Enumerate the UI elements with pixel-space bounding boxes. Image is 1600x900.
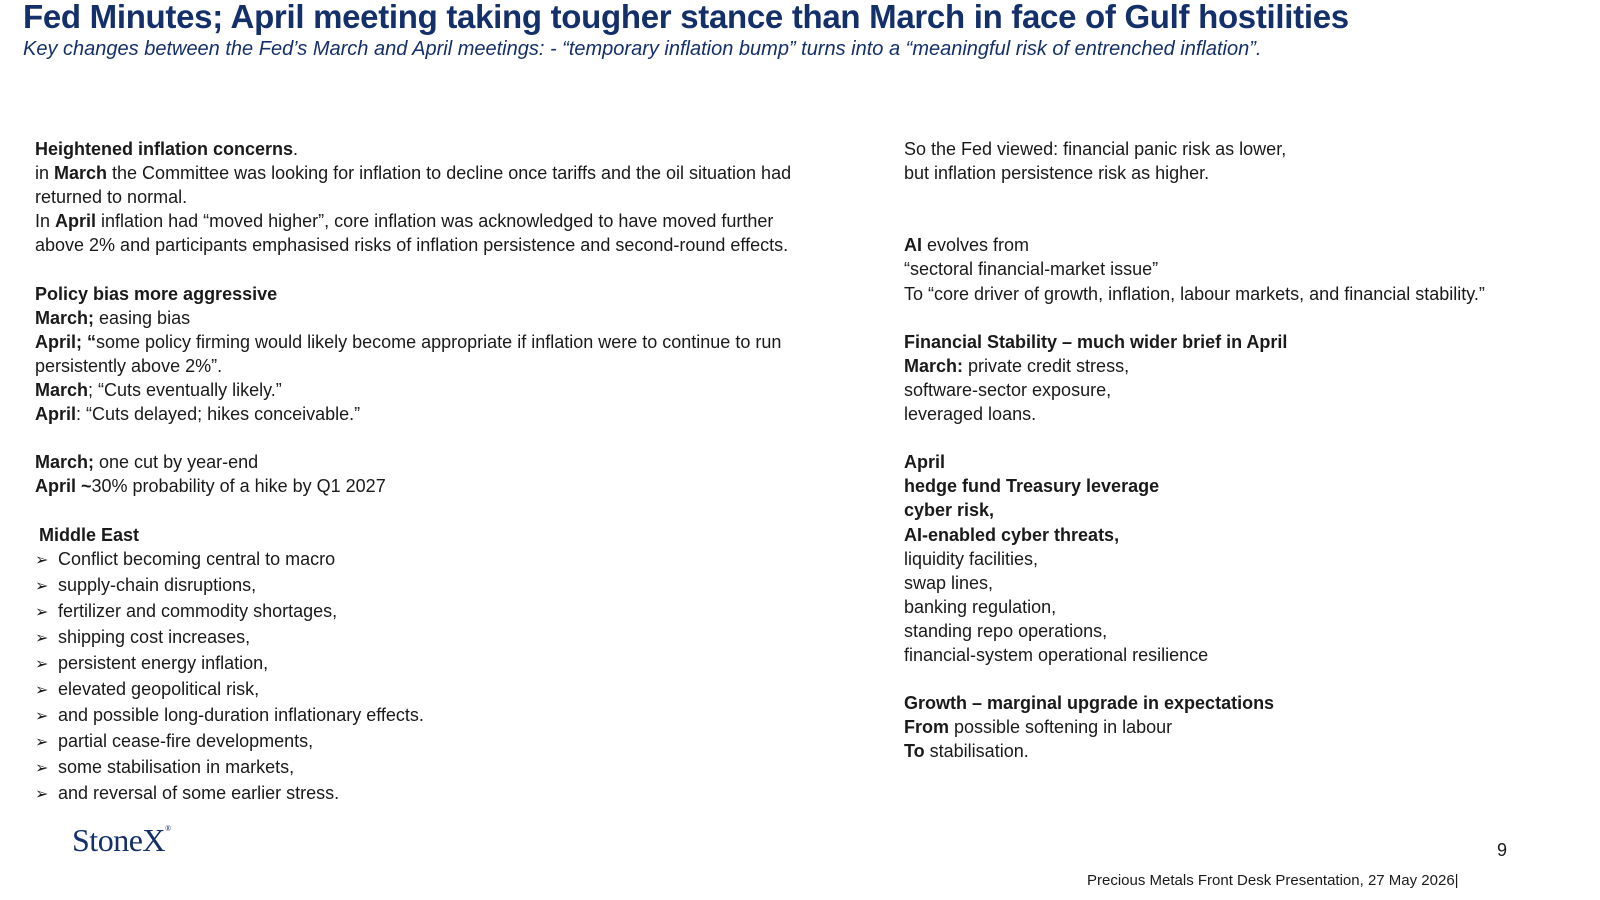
- footer-text: Precious Metals Front Desk Presentation, 27 May 2026|: [1087, 872, 1459, 889]
- view-line-1: So the Fed viewed: financial panic risk as lower,: [904, 139, 1287, 159]
- slide-subtitle: Key changes between the Fed’s March and April meetings: - “temporary inflation bump” turns into a “meaningful risk of entrenched inflation”.: [23, 38, 1262, 60]
- stonex-logo: StoneX®: [72, 822, 171, 858]
- policy-line-2: April; “some policy firming would likely become appropriate if inflation were to continue to run: [35, 331, 782, 352]
- inflation-line-4: above 2% and participants emphasised risks of inflation persistence and second-round effects.: [35, 235, 789, 256]
- growth-heading: Growth – marginal upgrade in expectations: [904, 693, 1275, 714]
- left-column: [35, 137, 865, 808]
- april-bold-item: cyber risk,: [904, 500, 995, 521]
- arrow-bullet-icon: ➢: [35, 734, 49, 752]
- arrow-bullet-icon: ➢: [35, 629, 49, 647]
- policy-line-3: persistently above 2%”.: [35, 355, 223, 376]
- stability-line-2: software-sector exposure,: [904, 379, 1112, 400]
- arrow-bullet-icon: ➢: [35, 760, 49, 778]
- growth-line-1: From possible softening in labour: [904, 717, 1173, 738]
- list-item: ➢ Conflict becoming central to macro: [35, 547, 865, 573]
- policy-line-1: March; easing bias: [35, 307, 191, 328]
- inflation-line-1: in March the Committee was looking for inflation to decline once tariffs and the oil situation had: [35, 163, 792, 184]
- stability-line-1: March: private credit stress,: [904, 355, 1130, 376]
- inflation-line-3: In April inflation had “moved higher”, core inflation was acknowledged to have moved further: [35, 211, 774, 232]
- april-item: standing repo operations,: [904, 620, 1108, 641]
- stability-line-3: leveraged loans.: [904, 404, 1037, 425]
- inflation-heading: Heightened inflation concerns.: [35, 139, 299, 159]
- arrow-bullet-icon: ➢: [35, 603, 49, 621]
- ai-line-3: To “core driver of growth, inflation, labour markets, and financial stability.”: [904, 283, 1485, 304]
- slide-title: Fed Minutes; April meeting taking tougher stance than March in face of Gulf hostilities: [23, 0, 1349, 35]
- april-item: financial-system operational resilience: [904, 644, 1209, 665]
- cuts-line-1: March; one cut by year-end: [35, 452, 259, 473]
- view-line-2: but inflation persistence risk as higher.: [904, 163, 1210, 184]
- stability-heading: Financial Stability – much wider brief in April: [904, 331, 1288, 352]
- ai-line-1: AI evolves from: [904, 235, 1030, 256]
- april-item: swap lines,: [904, 572, 994, 593]
- april-item: liquidity facilities,: [904, 548, 1039, 569]
- list-item: ➢ persistent energy inflation,: [35, 651, 865, 677]
- arrow-bullet-icon: ➢: [35, 708, 49, 726]
- arrow-bullet-icon: ➢: [35, 551, 49, 569]
- list-item: ➢ fertilizer and commodity shortages,: [35, 599, 865, 625]
- list-item: ➢ some stabilisation in markets,: [35, 755, 865, 781]
- list-item: ➢ and possible long-duration inflationary effects.: [35, 703, 865, 729]
- list-item: ➢ supply-chain disruptions,: [35, 573, 865, 599]
- growth-line-2: To stabilisation.: [904, 741, 1029, 762]
- middle-east-list: [35, 547, 865, 808]
- list-item: ➢ shipping cost increases,: [35, 625, 865, 651]
- inflation-line-2: returned to normal.: [35, 187, 188, 208]
- list-item: ➢ partial cease-fire developments,: [35, 729, 865, 755]
- cuts-line-2: April ~30% probability of a hike by Q1 2027: [35, 476, 386, 497]
- right-column: [904, 137, 1594, 763]
- middle-east-heading: Middle East: [39, 524, 140, 545]
- april-bold-item: AI-enabled cyber threats,: [904, 524, 1120, 545]
- list-item: ➢ and reversal of some earlier stress.: [35, 781, 865, 807]
- policy-line-5: April: “Cuts delayed; hikes conceivable.”: [35, 404, 361, 425]
- april-heading: April: [904, 452, 946, 473]
- april-item: banking regulation,: [904, 596, 1057, 617]
- arrow-bullet-icon: ➢: [35, 577, 49, 595]
- policy-heading: Policy bias more aggressive: [35, 283, 278, 304]
- arrow-bullet-icon: ➢: [35, 786, 49, 804]
- list-item: ➢ elevated geopolitical risk,: [35, 677, 865, 703]
- april-bold-item: hedge fund Treasury leverage: [904, 476, 1160, 497]
- page-number: 9: [1497, 840, 1508, 860]
- ai-line-2: “sectoral financial-market issue”: [904, 259, 1159, 280]
- policy-line-4: March; “Cuts eventually likely.”: [35, 379, 282, 400]
- arrow-bullet-icon: ➢: [35, 682, 49, 700]
- arrow-bullet-icon: ➢: [35, 655, 49, 673]
